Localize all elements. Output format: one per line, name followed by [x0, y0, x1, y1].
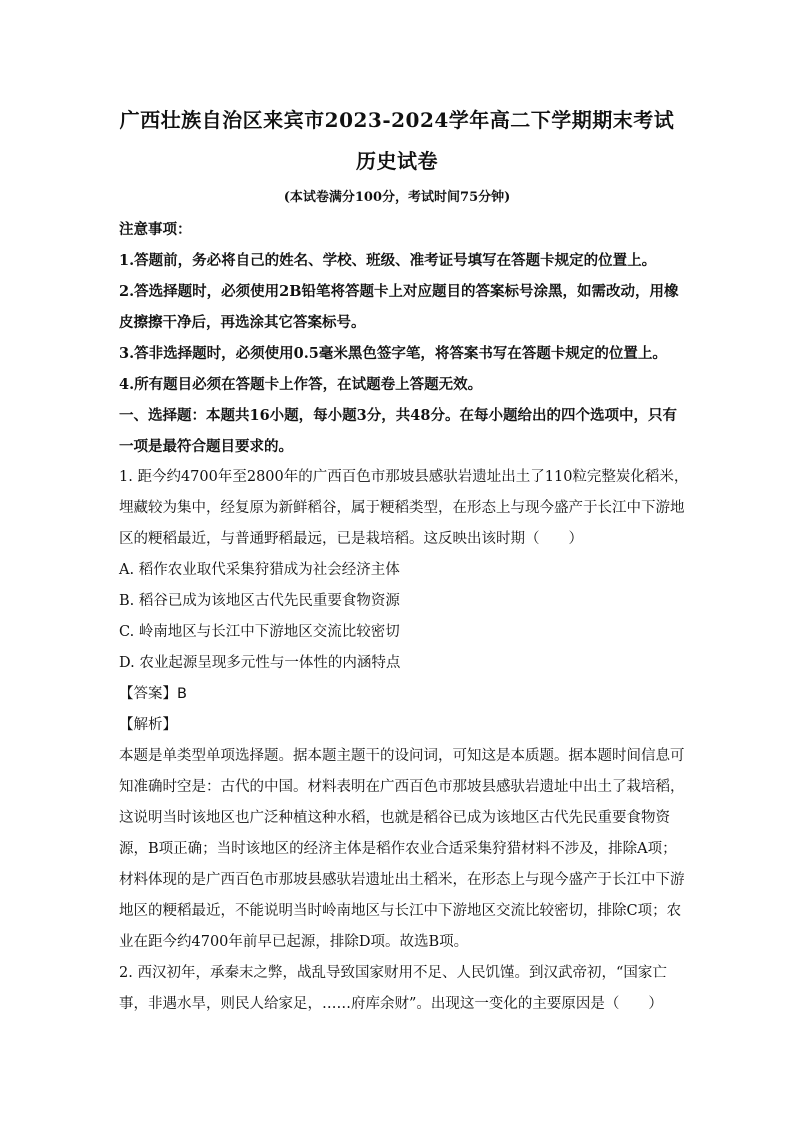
question-2-stem: 2. 西汉初年，承秦末之弊，战乱导致国家财用不足、人民饥馑。到汉武帝初，“国家亡	[119, 965, 667, 981]
question-1-analysis-label: 【解析】	[119, 717, 177, 733]
notice-item: 3.答非选择题时，必须使用0.5毫米黑色签字笔，将答案书写在答题卡规定的位置上。	[119, 345, 667, 362]
exam-subject-title: 历史试卷	[356, 149, 438, 173]
notice-item: 1.答题前，务必将自己的姓名、学校、班级、准考证号填写在答题卡规定的位置上。	[119, 252, 657, 269]
question-1-stem: 1. 距今约4700年至2800年的广西百色市那坡县感驮岩遗址出土了110粒完整炭化稻米，	[119, 469, 689, 485]
question-1-option-d: D. 农业起源呈现多元性与一体性的内涵特点	[119, 655, 401, 671]
question-1-analysis: 本题是单类型单项选择题。据本题主题干的设问词，可知这是本质题。据本题时间信息可	[119, 748, 685, 764]
notice-item: 2.答选择题时，必须使用2B铅笔将答题卡上对应题目的答案标号涂黑，如需改动，用橡	[119, 283, 679, 300]
exam-content	[119, 214, 689, 1020]
question-1-analysis: 地区的粳稻最近，不能说明当时岭南地区与长江中下游地区交流比较密切，排除C项；农	[119, 903, 682, 919]
question-1-option-b: B. 稻谷已成为该地区古代先民重要食物资源	[119, 593, 400, 609]
question-1-option-a: A. 稻作农业取代采集狩猎成为社会经济主体	[119, 562, 400, 578]
question-1-option-c: C. 岭南地区与长江中下游地区交流比较密切	[119, 624, 400, 640]
question-2-stem: 事，非遇水旱，则民人给家足，……府库余财”。出现这一变化的主要原因是（ ）	[119, 996, 663, 1012]
question-1-stem: 埋藏较为集中，经复原为新鲜稻谷，属于粳稻类型，在形态上与现今盛产于长江中下游地	[119, 500, 685, 516]
notice-item: 皮擦擦干净后，再选涂其它答案标号。	[119, 314, 366, 331]
notice-item: 4.所有题目必须在答题卡上作答，在试题卷上答题无效。	[119, 376, 483, 393]
section-heading: 一、选择题：本题共16小题，每小题3分，共48分。在每小题给出的四个选项中，只有	[119, 407, 677, 424]
section-heading: 一项是最符合题目要求的。	[119, 438, 293, 455]
question-1-answer: 【答案】B	[119, 686, 187, 702]
question-1-analysis: 源，B项正确；当时该地区的经济主体是稻作农业合适采集狩猎材料不涉及，排除A项；	[119, 841, 677, 857]
exam-title: 广西壮族自治区来宾市2023-2024学年高二下学期期末考试	[119, 108, 675, 132]
exam-subtitle: (本试卷满分100分，考试时间75分钟)	[283, 190, 511, 205]
question-1-analysis: 这说明当时该地区也广泛种植这种水稻，也就是稻谷已成为该地区古代先民重要食物资	[119, 810, 670, 826]
question-1-analysis: 知准确时空是：古代的中国。材料表明在广西百色市那坡县感驮岩遗址中出土了栽培稻，	[119, 779, 685, 795]
question-1-analysis: 材料体现的是广西百色市那坡县感驮岩遗址出土稻米，在形态上与现今盛产于长江中下游	[119, 872, 685, 888]
question-1-analysis: 业在距今约4700年前早已起源，排除D项。故选B项。	[119, 934, 469, 950]
question-1-stem: 区的粳稻最近，与普通野稻最远，已是栽培稻。这反映出该时期（ ）	[119, 531, 583, 547]
notice-heading: 注意事项：	[119, 221, 192, 238]
